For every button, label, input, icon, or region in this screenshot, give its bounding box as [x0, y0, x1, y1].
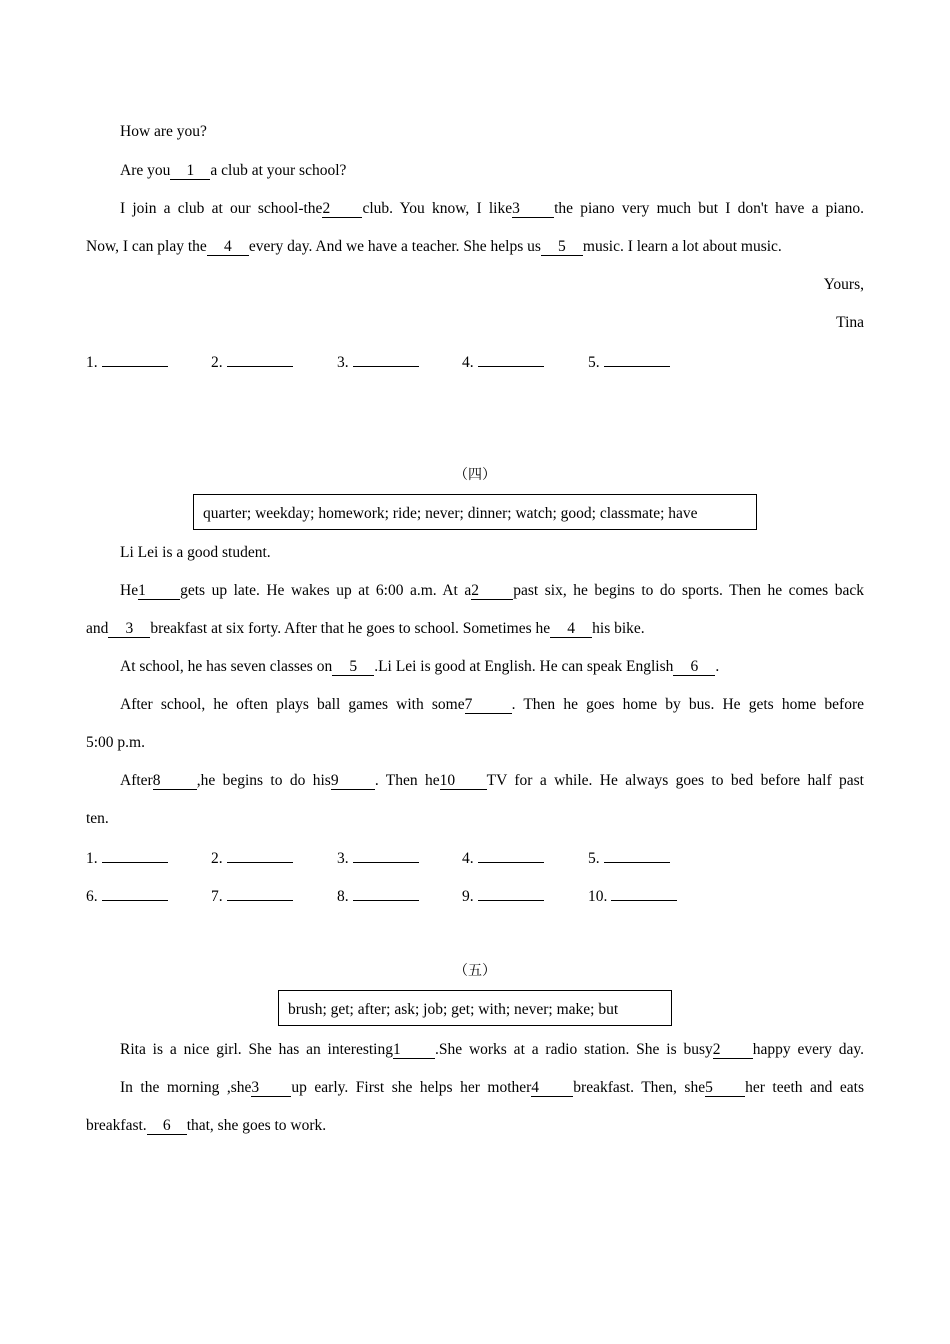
blank: 2	[322, 200, 362, 218]
answer-slot: 9.	[462, 885, 544, 907]
blank: 7	[465, 696, 512, 714]
paragraph-line: and 3 breakfast at six forty. After that he goes to school. Sometimes he 4 his bike.	[86, 620, 645, 637]
answer-slot: 3.	[337, 351, 419, 373]
blank: 6	[147, 1117, 187, 1135]
paragraph-line: After school, he often plays ball games with some7 . Then he goes home by bus. He gets home before	[120, 696, 864, 713]
answer-slot: 2.	[211, 847, 293, 869]
blank: 4	[531, 1079, 573, 1097]
blank: 1	[170, 162, 210, 180]
paragraph-line: breakfast. 6 that, she goes to work.	[86, 1117, 327, 1134]
signature: Tina	[836, 314, 864, 331]
paragraph-line: After8 ,he begins to do his9 . Then he10 TV for a while. He always goes to bed before half past	[120, 772, 864, 789]
blank: 9	[331, 772, 375, 790]
blank: 2	[471, 582, 513, 600]
blank: 4	[207, 238, 249, 256]
answer-slot: 5.	[588, 351, 670, 373]
paragraph-line: ten.	[86, 810, 109, 827]
paragraph-line: He1 gets up late. He wakes up at 6:00 a.m. At a2 past six, he begins to do sports. Then he comes back	[120, 582, 864, 599]
answer-slot: 4.	[462, 351, 544, 373]
blank: 5	[541, 238, 583, 256]
paragraph-line: I join a club at our school-the2 club. You know, I like3 the piano very much but I don't have a piano.	[120, 200, 864, 217]
closing: Yours,	[823, 276, 864, 293]
blank: 5	[332, 658, 374, 676]
answer-slot: 6.	[86, 885, 168, 907]
blank: 2	[713, 1041, 753, 1059]
answer-slot: 1.	[86, 847, 168, 869]
blank: 1	[138, 582, 180, 600]
answer-slot: 8.	[337, 885, 419, 907]
blank: 3	[251, 1079, 291, 1097]
blank: 5	[705, 1079, 745, 1097]
answer-slot: 1.	[86, 351, 168, 373]
blank: 3	[108, 620, 150, 638]
greeting: How are you?	[120, 123, 207, 140]
paragraph-line: Li Lei is a good student.	[120, 544, 271, 561]
paragraph-line: Now, I can play the 4 every day. And we have a teacher. She helps us 5 music. I learn a lot about music.	[86, 238, 782, 255]
section-heading: （五）	[454, 963, 496, 979]
paragraph-line: In the morning ,she3 up early. First she helps her mother4 breakfast. Then, she5 her teeth and eats	[120, 1079, 864, 1096]
paragraph-line: 5:00 p.m.	[86, 734, 145, 751]
answer-slot: 5.	[588, 847, 670, 869]
blank: 3	[512, 200, 554, 218]
answer-slot: 2.	[211, 351, 293, 373]
blank: 6	[673, 658, 715, 676]
answer-slot: 10.	[588, 885, 677, 907]
section-heading: （四）	[454, 467, 496, 483]
blank: 8	[153, 772, 197, 790]
blank: 4	[550, 620, 592, 638]
paragraph-line: Are you 1 a club at your school?	[120, 162, 347, 179]
blank: 1	[393, 1041, 435, 1059]
paragraph-line: Rita is a nice girl. She has an interesting1 .She works at a radio station. She is busy2 happy every day.	[120, 1041, 864, 1058]
word-box: quarter; weekday; homework; ride; never; dinner; watch; good; classmate; have	[193, 494, 757, 530]
blank: 10	[440, 772, 487, 790]
paragraph-line: At school, he has seven classes on 5 .Li Lei is good at English. He can speak English 6 .	[120, 658, 720, 675]
word-box: brush; get; after; ask; job; get; with; never; make; but	[278, 990, 672, 1026]
answer-slot: 3.	[337, 847, 419, 869]
answer-slot: 7.	[211, 885, 293, 907]
answer-slot: 4.	[462, 847, 544, 869]
